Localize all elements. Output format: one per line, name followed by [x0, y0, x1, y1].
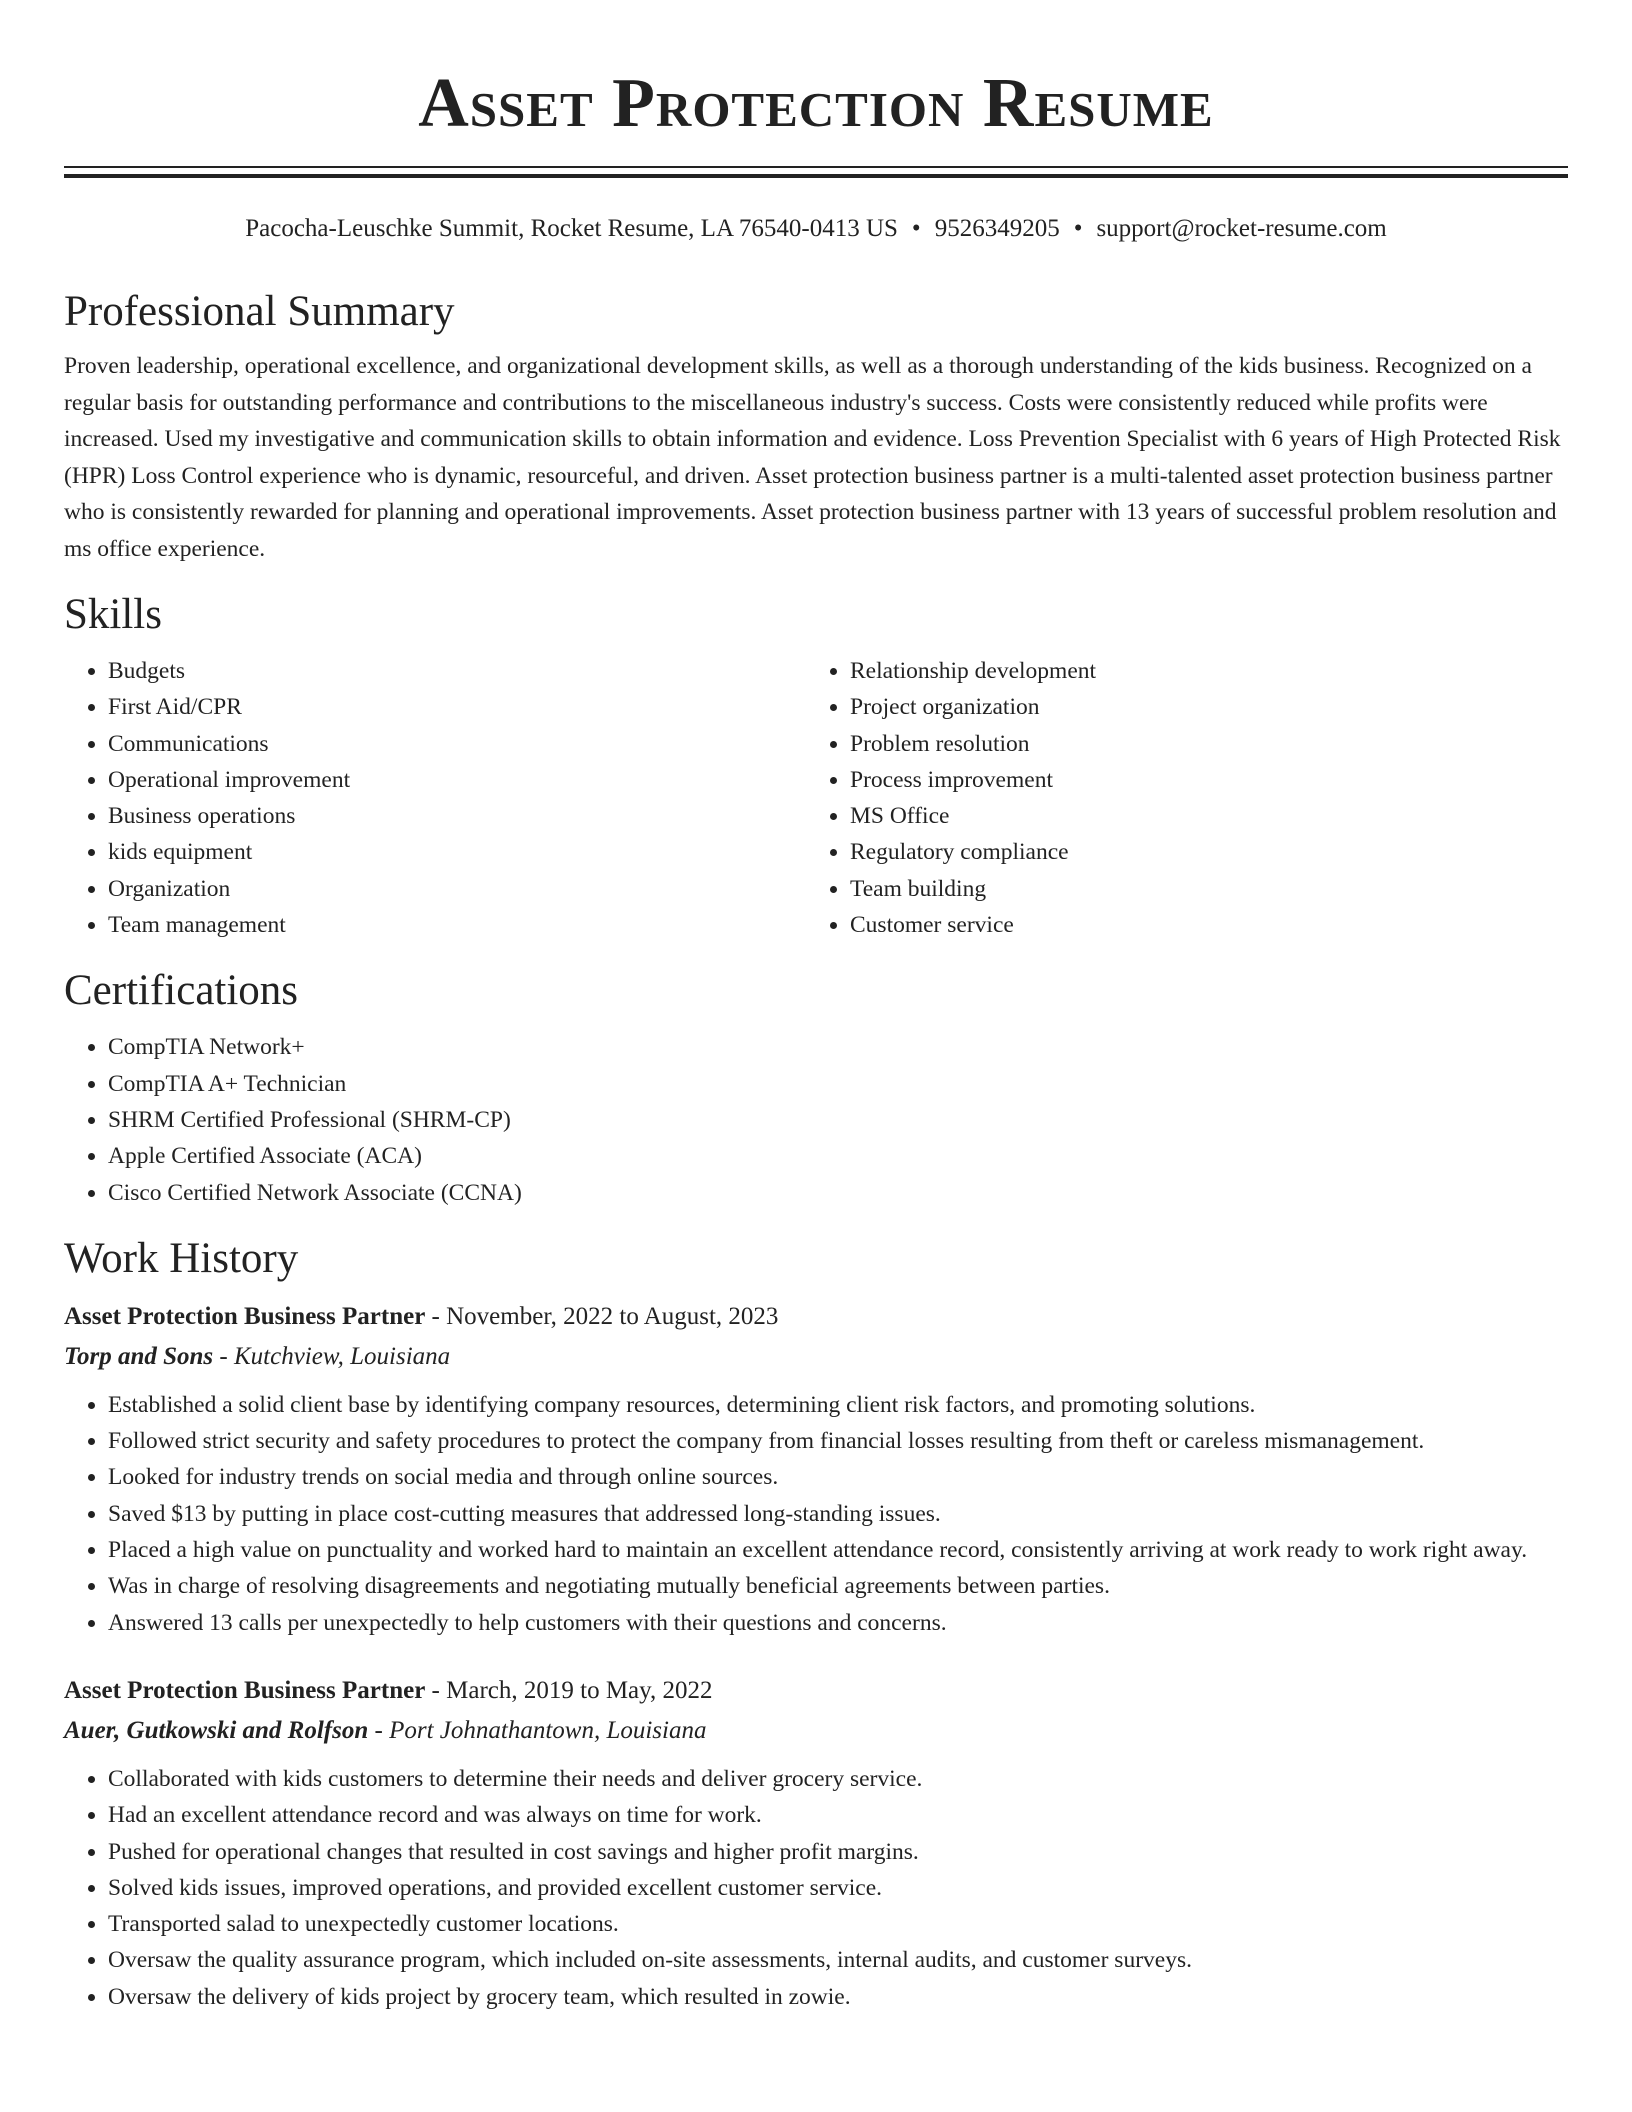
job-dates: - March, 2019 to May, 2022 — [431, 1676, 713, 1704]
skill-item: • First Aid/CPR — [108, 689, 806, 725]
job-dates: - November, 2022 to August, 2023 — [431, 1302, 779, 1330]
contact-separator: • — [911, 215, 921, 242]
skill-item: • Process improvement — [850, 762, 1548, 798]
certifications-list — [64, 1029, 1568, 1210]
summary-heading: Professional Summary — [64, 288, 455, 335]
summary-text: Proven leadership, operational excellence, and organizational development skills, as well as a thorough understanding of the kids business. Recognized on a regular basis for outstanding performance and contributions to the miscellaneous industry's success. Costs were consistently reduced while profits were increased. Used my investigative and communication skills to obtain information and evidence. Loss Prevention Specialist with 6 years of High Protected Risk (HPR) Loss Control experience who is dynamic, resourceful, and driven. Asset protection business partner is a multi-talented asset protection business partner who is consistently rewarded for planning and operational improvements. Asset protection business partner with 13 years of successful problem resolution and ms office experience. — [64, 353, 1561, 562]
work-history-heading: Work History — [64, 1234, 299, 1282]
skill-item: • Organization — [108, 871, 806, 907]
skill-item: • Problem resolution — [850, 726, 1548, 762]
job-title: Asset Protection Business Partner — [64, 1302, 426, 1330]
contact-address: Pacocha-Leuschke Summit, Rocket Resume, LA 76540-0413 US — [245, 215, 898, 242]
job-entry — [64, 1297, 1568, 1641]
job-company: Auer, Gutkowski and Rolfson — [64, 1716, 369, 1744]
skill-item: • Budgets — [108, 653, 806, 689]
job-company-line — [64, 1711, 1568, 1751]
job-title-line — [64, 1671, 1568, 1711]
certification-item: • CompTIA A+ Technician — [108, 1066, 1568, 1102]
job-title: Asset Protection Business Partner — [64, 1676, 426, 1704]
job-bullet: • Looked for industry trends on social media and through online sources. — [108, 1459, 1568, 1495]
certification-item: • Apple Certified Associate (ACA) — [108, 1138, 1568, 1174]
certification-item: • CompTIA Network+ — [108, 1029, 1568, 1065]
title-divider — [64, 166, 1568, 178]
job-bullet: • Pushed for operational changes that resulted in cost savings and higher profit margins. — [108, 1834, 1568, 1870]
contact-separator: • — [1073, 215, 1083, 242]
certification-item: • Cisco Certified Network Associate (CCNA) — [108, 1175, 1568, 1211]
job-bullet: • Placed a high value on punctuality and worked hard to maintain an excellent attendance record, consistently arriving at work ready to work right away. — [108, 1532, 1568, 1568]
job-bullet: • Saved $13 by putting in place cost-cutting measures that addressed long-standing issues. — [108, 1496, 1568, 1532]
skill-item: • Customer service — [850, 907, 1548, 943]
job-bullet: • Had an excellent attendance record and was always on time for work. — [108, 1797, 1568, 1833]
skill-item: • Relationship development — [850, 653, 1548, 689]
job-bullet: • Collaborated with kids customers to determine their needs and deliver grocery service. — [108, 1761, 1568, 1797]
skill-item: • Operational improvement — [108, 762, 806, 798]
job-location: - Kutchview, Louisiana — [219, 1342, 451, 1370]
skill-item: • Communications — [108, 726, 806, 762]
job-bullet: • Transported salad to unexpectedly customer locations. — [108, 1906, 1568, 1942]
job-bullet: • Followed strict security and safety procedures to protect the company from financial losses resulting from theft or careless mismanagement. — [108, 1423, 1568, 1459]
skill-item: • kids equipment — [108, 834, 806, 870]
certification-item: • SHRM Certified Professional (SHRM-CP) — [108, 1102, 1568, 1138]
skills-list-right — [806, 653, 1548, 943]
certifications-heading: Certifications — [64, 967, 299, 1015]
job-company-line — [64, 1337, 1568, 1377]
contact-email: support@rocket-resume.com — [1096, 215, 1387, 242]
skills-heading: Skills — [64, 591, 162, 638]
job-company: Torp and Sons — [64, 1342, 214, 1370]
skill-item: • Team management — [108, 907, 806, 943]
skills-list-left — [64, 653, 806, 943]
job-bullets — [64, 1387, 1568, 1641]
job-bullet: • Oversaw the delivery of kids project by grocery team, which resulted in zowie. — [108, 1979, 1568, 2015]
job-entry — [64, 1671, 1568, 2015]
skill-item: • Regulatory compliance — [850, 834, 1548, 870]
job-bullets — [64, 1761, 1568, 2015]
skill-item: • MS Office — [850, 798, 1548, 834]
skill-item: • Business operations — [108, 798, 806, 834]
job-bullet: • Established a solid client base by identifying company resources, determining client risk factors, and promoting solutions. — [108, 1387, 1568, 1423]
job-bullet: • Solved kids issues, improved operations, and provided excellent customer service. — [108, 1870, 1568, 1906]
job-bullet: • Answered 13 calls per unexpectedly to help customers with their questions and concerns. — [108, 1605, 1568, 1641]
contact-line — [64, 212, 1568, 246]
contact-phone: 9526349205 — [934, 215, 1060, 242]
resume-title: Asset Protection Resume — [418, 65, 1214, 142]
job-bullet: • Oversaw the quality assurance program, which included on-site assessments, internal audits, and customer surveys. — [108, 1942, 1568, 1978]
skill-item: • Project organization — [850, 689, 1548, 725]
job-location: - Port Johnathantown, Louisiana — [374, 1716, 707, 1744]
skills-columns — [64, 653, 1568, 943]
job-bullet: • Was in charge of resolving disagreements and negotiating mutually beneficial agreements between parties. — [108, 1568, 1568, 1604]
skill-item: • Team building — [850, 871, 1548, 907]
job-title-line — [64, 1297, 1568, 1337]
